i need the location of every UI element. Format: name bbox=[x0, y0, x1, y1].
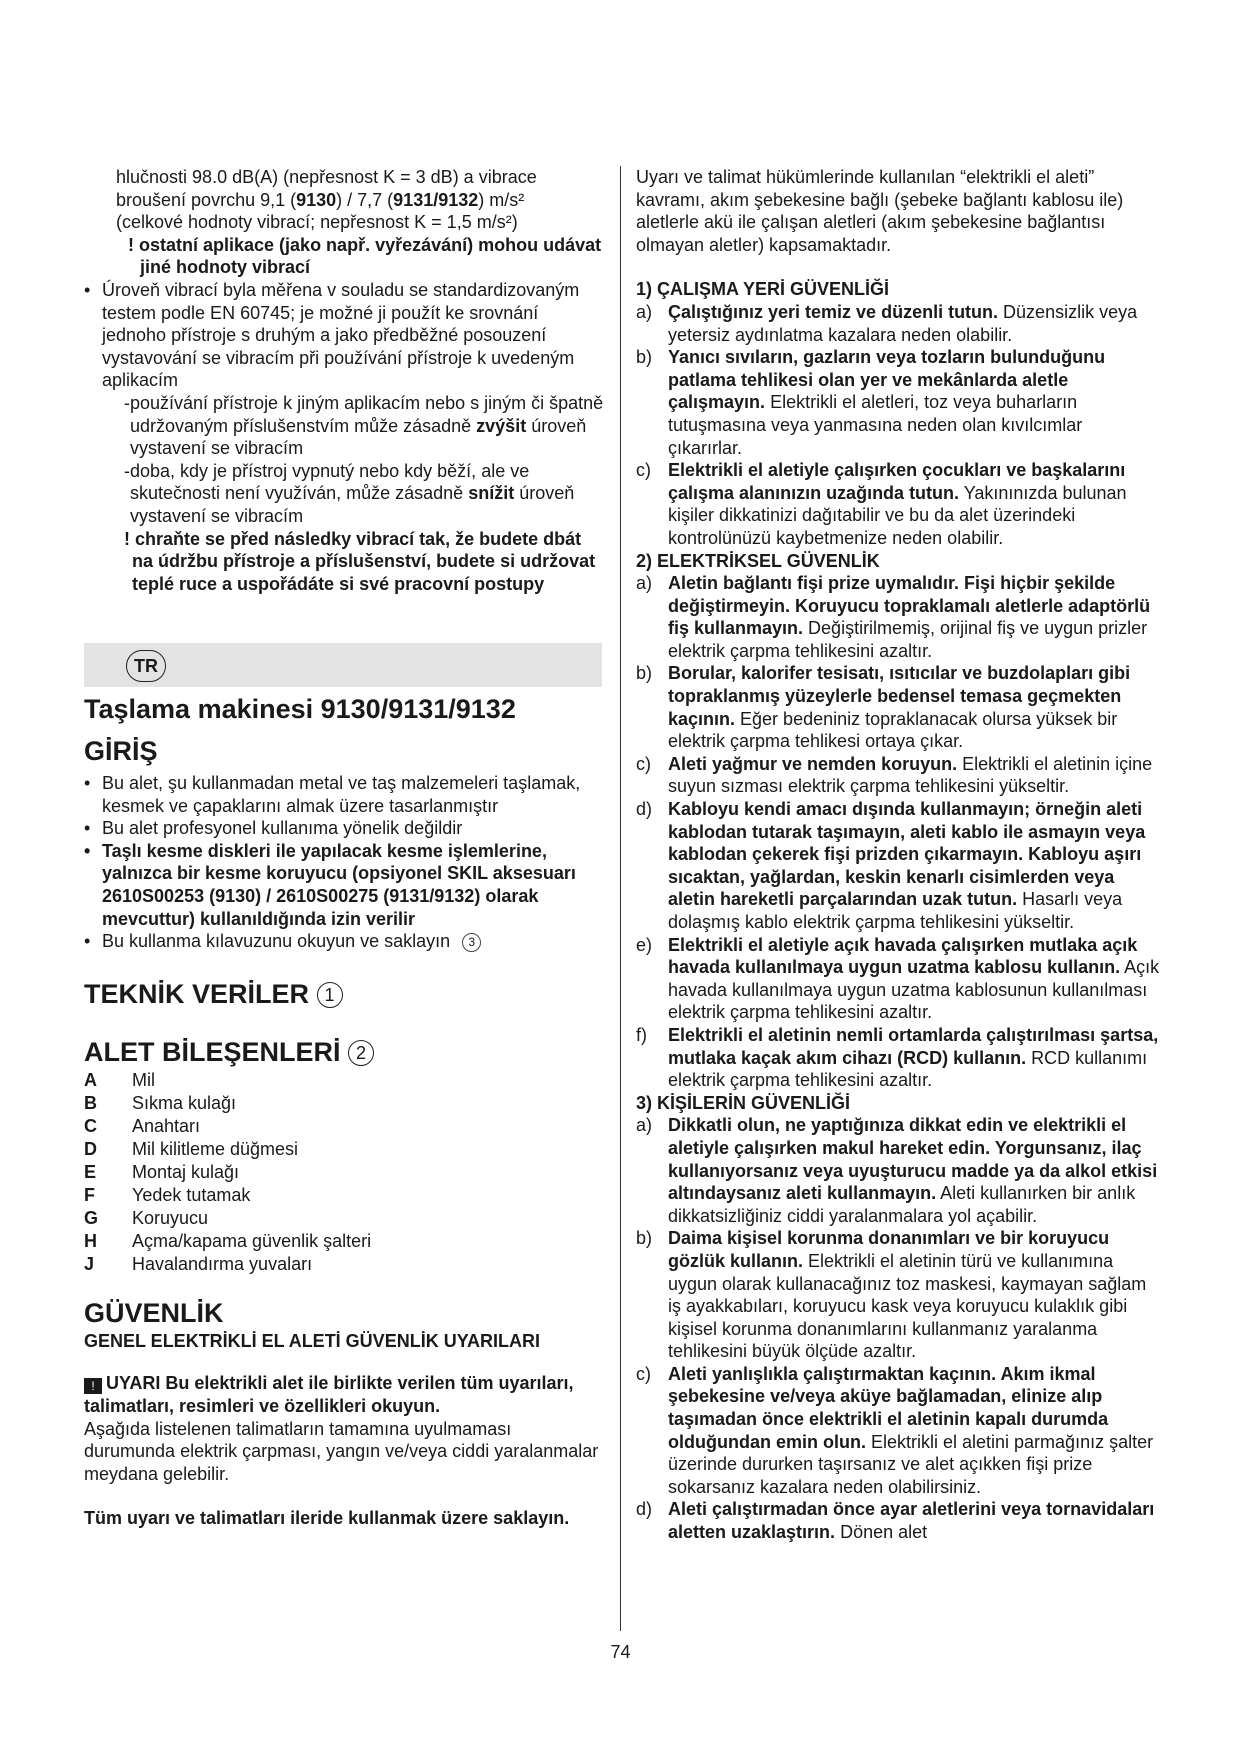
section-personal: 3) KİŞİLERİN GÜVENLİĞİ bbox=[636, 1092, 851, 1113]
list-item: d) Aleti çalıştırmadan önce ayar aletlerini veya tornavidaları aletten uzaklaştırın. Dönen alet bbox=[636, 1499, 1155, 1543]
language-badge: TR bbox=[126, 650, 166, 682]
intro-bullet-2: • Bu alet profesyonel kullanıma yönelik değildir bbox=[84, 817, 604, 840]
safety-subheading: GENEL ELEKTRİKLİ EL ALETİ GÜVENLİK UYARILARI bbox=[84, 1330, 541, 1351]
warning-icon: ! bbox=[84, 1378, 102, 1394]
page-title: Taşlama makinesi 9130/9131/9132 bbox=[84, 694, 516, 724]
right-column bbox=[636, 166, 1160, 1544]
column-divider bbox=[620, 166, 621, 1631]
cz-vibration-text: hlučnosti 98.0 dB(A) (nepřesnost K = 3 dB) a vibrace broušení povrchu 9,1 (9130) / 7,7 (9131/9132) m/s² (celkové hodnoty vibrací; nepřesnost K = 1,5 m/s²) bbox=[116, 167, 537, 233]
parts-list bbox=[84, 1069, 371, 1276]
list-item: E Montaj kulağı bbox=[84, 1161, 240, 1182]
figure-ref-2-icon: 2 bbox=[348, 1040, 374, 1066]
list-item: e) Elektrikli el aletiyle açık havada çalışırken mutlaka açık havada kullanılmaya uygun uzatma kablosu kullanın. Açık havada kullanılmaya uygun uzatma kablosunun kullanılması elektrik çarpma tehlikesini azaltır. bbox=[636, 934, 1160, 1023]
list-item: D Mil kilitleme düğmesi bbox=[84, 1138, 299, 1159]
list-item: a) Çalıştığınız yeri temiz ve düzenli tutun. Düzensizlik veya yetersiz aydınlatma kazalara neden olabilir. bbox=[636, 301, 1138, 345]
list-item: C Anahtarı bbox=[84, 1115, 201, 1136]
left-column bbox=[84, 166, 604, 595]
cz-note-other-applications: ! ostatní aplikace (jako např. vyřezávání) mohou udávat jiné hodnoty vibrací bbox=[128, 234, 602, 278]
figure-ref-3-icon: 3 bbox=[462, 933, 481, 952]
list-item: J Havalandırma yuvaları bbox=[84, 1253, 313, 1274]
list-item: G Koruyucu bbox=[84, 1207, 209, 1228]
tech-heading: TEKNİK VERİLER 1 bbox=[84, 977, 604, 1011]
list-item: b) Daima kişisel korunma donanımları ve bir koruyucu gözlük kullanın. Elektrikli el aletinin türü ve kullanımına uygun olarak kullanacağınız toz maskesi, kaymayan sağlam iş ayakkabıları, koruyucu kask veya koruyucu kulaklık gibi kişisel korunma donanımlarını kullanmanız yaralanma tehlikesini büyük ölçüde azaltır. bbox=[636, 1228, 1147, 1362]
list-item: f) Elektrikli el aletinin nemli ortamlarda çalıştırılması şartsa, mutlaka kaçak akım cihazı (RCD) kullanın. RCD kullanımı elektrik çarpma tehlikesini azaltır. bbox=[636, 1024, 1159, 1091]
list-item: c) Elektrikli el aletiyle çalışırken çocukları ve başkalarını çalışma alanınızın uzağında tutun. Yakınınızda bulunan kişiler dikkatinizi dağıtabilir ve bu da alet üzerindeki kontrolünüzü kaybetmenize neden olabilir. bbox=[636, 460, 1127, 548]
warning-paragraph: ! UYARI Bu elektrikli alet ile birlikte verilen tüm uyarıları, talimatları, resimleri ve özellikleri okuyun. Aşağıda listelenen talimatların tamamına uyulmaması durumunda elektrik çarpması, yangın ve/veya ciddi yaralanmalar meydana gelebilir. bbox=[84, 1373, 599, 1484]
section-electrical: 2) ELEKTRİKSEL GÜVENLİK bbox=[636, 550, 880, 571]
intro-bullet-3: • Taşlı kesme diskleri ile yapılacak kesme işlemlerine, yalnızca bir kesme koruyucu (opsiyonel SKIL aksesuarı 2610S00253 (9130) / 2610S00275 (9131/9132) olarak mevcuttur) kullanıldığında izin verilir bbox=[84, 840, 604, 930]
page-number: 74 bbox=[610, 1642, 631, 1662]
left-column-tr bbox=[84, 692, 604, 1530]
list-item: F Yedek tutamak bbox=[84, 1184, 251, 1205]
cz-sub-other-use: -používání přístroje k jiným aplikacím nebo s jiným či špatně udržovaným příslušenstvím může zásadně zvýšit úroveň vystavení se vibracím bbox=[124, 392, 604, 459]
list-item: a) Dikkatli olun, ne yaptığınıza dikkat edin ve elektrikli el aletiyle çalışırken makul hareket edin. Yorgunsanız, ilaç kullanıyorsanız veya uyuşturucu madde ya da alkol etkisi altındaysanız aleti kullanmayın. Aleti kullanırken bir anlık dikkatsizliğiniz ciddi yaralanmalara yol açabilir. bbox=[636, 1115, 1158, 1226]
list-item: H Açma/kapama güvenlik şalteri bbox=[84, 1230, 372, 1251]
cz-bullet-vibration-level: • Úroveň vibrací byla měřena v souladu se standardizovaným testem podle EN 60745; je možné ji použít ke srovnání jednoho přístroje s druhým a jako předběžné posouzení vystavování se vibracím při používání přístroje k uvedeným aplikacím bbox=[84, 279, 604, 392]
list-item: a) Aletin bağlantı fişi prize uymalıdır. Fişi hiçbir şekilde değiştirmeyin. Koruyucu topraklamalı aletlerle adaptörlü fiş kullanmayın. Değiştirilmemiş, orijinal fiş ve uygun prizler elektrik çarpma tehlikesini azaltır. bbox=[636, 573, 1151, 661]
intro-heading: GİRİŞ bbox=[84, 736, 158, 766]
definition-paragraph: Uyarı ve talimat hükümlerinde kullanılan “elektrikli el aleti” kavramı, akım şebekesine bağlı (şebeke bağlantı kablosu ile) aletlerle akü ile çalışan aletleri (akım şebekesine bağlantısı olmayan aletler) kapsamaktadır. bbox=[636, 167, 1124, 255]
cz-sub-idle-time: -doba, kdy je přístroj vypnutý nebo kdy běží, ale ve skutečnosti není využíván, může zásadně snížit úroveň vystavení se vibracím bbox=[124, 460, 575, 526]
list-item: B Sıkma kulağı bbox=[84, 1092, 237, 1113]
parts-heading: ALET BİLEŞENLERİ 2 bbox=[84, 1035, 604, 1069]
list-item: b) Yanıcı sıvıların, gazların veya tozların bulunduğunu patlama tehlikesi olan yer ve mekânlarda aletle çalışmayın. Elektrikli el aletleri, toz veya buharların tutuşmasına veya yanmasına neden olan kıvılcımlar çıkarırlar. bbox=[636, 347, 1106, 458]
keep-instructions: Tüm uyarı ve talimatları ileride kullanmak üzere saklayın. bbox=[84, 1508, 570, 1529]
cz-note-protect: ! chraňte se před následky vibrací tak, že budete dbát na údržbu přístroje a příslušenství, budete si udržovat teplé ruce a uspořádáte si své pracovní postupy bbox=[124, 528, 596, 594]
list-item: A Mil bbox=[84, 1069, 155, 1090]
list-item: d) Kabloyu kendi amacı dışında kullanmayın; örneğin aleti kablodan tutarak taşımayın, aleti kablo ile asmayın veya kablodan çekerek fişi prizden çıkarmayın. Kabloyu aşırı sıcaktan, yağlardan, keskin kenarlı cisimlerden veya aletin hareketli parçalarından uzak tutun. Hasarlı veya dolaşmış kablo elektrik çarpma tehlikesini yükseltir. bbox=[636, 799, 1146, 932]
list-item: b) Borular, kalorifer tesisatı, ısıtıcılar ve buzdolapları gibi topraklanmış yüzeylerle bedensel temasa geçmekten kaçının. Eğer bedeniniz topraklanacak olursa yüksek bir elektrik çarpma tehlikesi ortaya çıkar. bbox=[636, 663, 1131, 752]
figure-ref-1-icon: 1 bbox=[317, 982, 343, 1008]
list-item: c) Aleti yanlışlıkla çalıştırmaktan kaçının. Akım ikmal şebekesine ve/veya aküye bağlamadan, elinize alıp taşımadan önce elektrikli el aletinin kapalı durumda olduğundan emin olun. Elektrikli el aletini parmağınız şalter üzerinde dururken taşırsanız ve alet açıkken fişi prize sokarsanız kazalara neden olabilirsiniz. bbox=[636, 1363, 1154, 1497]
safety-heading: GÜVENLİK bbox=[84, 1297, 224, 1328]
intro-bullet-4: • Bu kullanma kılavuzunu okuyun ve saklayın 3 bbox=[84, 930, 604, 953]
list-item: c) Aleti yağmur ve nemden koruyun. Elektrikli el aletinin içine suyun sızması elektrik çarpma tehlikesini yükseltir. bbox=[636, 753, 1153, 797]
intro-bullet-1: • Bu alet, şu kullanmadan metal ve taş malzemeleri taşlamak, kesmek ve çapaklarını almak üzere tasarlanmıştır bbox=[84, 772, 604, 817]
section-work-area: 1) ÇALIŞMA YERİ GÜVENLİĞİ bbox=[636, 279, 890, 300]
